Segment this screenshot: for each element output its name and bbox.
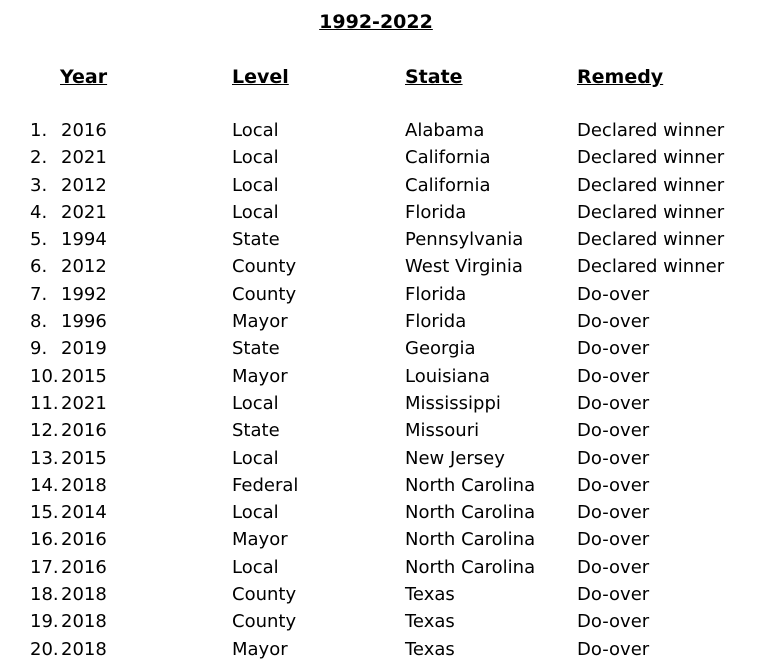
row-remedy: Do-over [577, 502, 650, 524]
row-remedy: Do-over [577, 365, 650, 387]
row-remedy: Do-over [577, 311, 650, 333]
list-item [0, 554, 764, 581]
row-number: 16. [30, 529, 59, 551]
row-remedy: Declared winner [577, 120, 725, 141]
header-remedy: Remedy [577, 66, 664, 88]
row-remedy: Do-over [577, 338, 650, 360]
list-item [0, 417, 764, 444]
row-year: 2021 [61, 392, 107, 414]
row-level: State [232, 338, 280, 360]
row-remedy: Do-over [577, 529, 650, 551]
list-item [0, 581, 764, 608]
row-remedy: Do-over [577, 420, 650, 442]
row-number: 7. [30, 283, 48, 305]
row-year: 2012 [61, 256, 107, 278]
row-state: New Jersey [405, 447, 505, 469]
list-item [0, 608, 764, 635]
list-item [0, 335, 764, 362]
row-number: 1. [30, 120, 48, 141]
row-level: Federal [232, 474, 299, 496]
list-item [0, 226, 764, 253]
row-state: West Virginia [405, 256, 523, 278]
row-number: 2. [30, 147, 48, 169]
row-year: 2015 [61, 447, 107, 469]
row-number: 18. [30, 584, 59, 606]
row-number: 19. [30, 611, 59, 633]
row-state: Texas [405, 611, 455, 633]
row-state: Missouri [405, 420, 480, 442]
row-state: Texas [405, 638, 455, 660]
row-number: 12. [30, 420, 59, 442]
row-remedy: Do-over [577, 611, 650, 633]
row-number: 17. [30, 556, 59, 578]
list-item [0, 472, 764, 499]
row-state: Florida [405, 201, 467, 223]
row-level: Local [232, 392, 279, 414]
row-remedy: Declared winner [577, 147, 725, 169]
header-level: Level [232, 66, 289, 88]
list-item [0, 172, 764, 199]
row-state: North Carolina [405, 556, 536, 578]
list-item [0, 445, 764, 472]
row-remedy: Declared winner [577, 201, 725, 223]
row-remedy: Do-over [577, 556, 650, 578]
row-remedy: Declared winner [577, 229, 725, 251]
row-state: North Carolina [405, 529, 536, 551]
row-state: Georgia [405, 338, 476, 360]
row-number: 6. [30, 256, 48, 278]
list-item [0, 199, 764, 226]
list-item [0, 390, 764, 417]
row-level: State [232, 420, 280, 442]
row-level: Local [232, 120, 279, 141]
row-number: 9. [30, 338, 48, 360]
row-level: Local [232, 147, 279, 169]
row-number: 11. [30, 392, 59, 414]
list-item [0, 281, 764, 308]
row-remedy: Do-over [577, 584, 650, 606]
row-number: 4. [30, 201, 48, 223]
document-title: 1992-2022 [319, 11, 433, 33]
list-item [0, 636, 764, 663]
list-item [0, 499, 764, 526]
row-state: Louisiana [405, 365, 490, 387]
row-level: Mayor [232, 529, 288, 551]
list-item [0, 526, 764, 553]
row-year: 1994 [61, 229, 107, 251]
row-remedy: Do-over [577, 447, 650, 469]
row-remedy: Declared winner [577, 256, 725, 278]
row-level: Local [232, 174, 279, 196]
row-year: 2016 [61, 420, 107, 442]
row-year: 2021 [61, 147, 107, 169]
list-item [0, 117, 764, 144]
row-year: 2012 [61, 174, 107, 196]
row-year: 1992 [61, 283, 107, 305]
row-level: Mayor [232, 311, 288, 333]
row-number: 3. [30, 174, 48, 196]
row-remedy: Do-over [577, 392, 650, 414]
header-year: Year [60, 66, 108, 88]
row-year: 2019 [61, 338, 107, 360]
list-item [0, 253, 764, 280]
row-year: 2016 [61, 120, 107, 141]
row-remedy: Do-over [577, 638, 650, 660]
list-item [0, 363, 764, 390]
row-level: Local [232, 502, 279, 524]
row-state: Mississippi [405, 392, 501, 414]
row-state: Texas [405, 584, 455, 606]
row-level: Local [232, 447, 279, 469]
row-year: 2014 [61, 502, 107, 524]
row-number: 10. [30, 365, 59, 387]
row-year: 2016 [61, 529, 107, 551]
election-list [0, 117, 764, 663]
header-state: State [405, 66, 463, 88]
row-number: 8. [30, 311, 48, 333]
row-number: 13. [30, 447, 59, 469]
row-level: County [232, 256, 297, 278]
row-state: Florida [405, 283, 467, 305]
row-number: 15. [30, 502, 59, 524]
row-year: 2016 [61, 556, 107, 578]
row-level: County [232, 584, 297, 606]
row-year: 2015 [61, 365, 107, 387]
row-level: Local [232, 201, 279, 223]
row-year: 2018 [61, 638, 107, 660]
row-remedy: Declared winner [577, 174, 725, 196]
row-number: 20. [30, 638, 59, 660]
row-level: Mayor [232, 365, 288, 387]
row-remedy: Do-over [577, 474, 650, 496]
row-state: North Carolina [405, 502, 536, 524]
row-level: County [232, 283, 297, 305]
row-year: 2018 [61, 584, 107, 606]
row-remedy: Do-over [577, 283, 650, 305]
row-state: California [405, 147, 491, 169]
row-year: 2018 [61, 474, 107, 496]
row-state: Alabama [405, 120, 485, 141]
row-number: 14. [30, 474, 59, 496]
list-item [0, 308, 764, 335]
row-level: Mayor [232, 638, 288, 660]
row-state: North Carolina [405, 474, 536, 496]
row-number: 5. [30, 229, 48, 251]
row-level: State [232, 229, 280, 251]
row-year: 2021 [61, 201, 107, 223]
row-year: 1996 [61, 311, 107, 333]
list-item [0, 144, 764, 171]
row-state: California [405, 174, 491, 196]
row-level: Local [232, 556, 279, 578]
row-year: 2018 [61, 611, 107, 633]
row-state: Florida [405, 311, 467, 333]
row-level: County [232, 611, 297, 633]
row-state: Pennsylvania [405, 229, 524, 251]
